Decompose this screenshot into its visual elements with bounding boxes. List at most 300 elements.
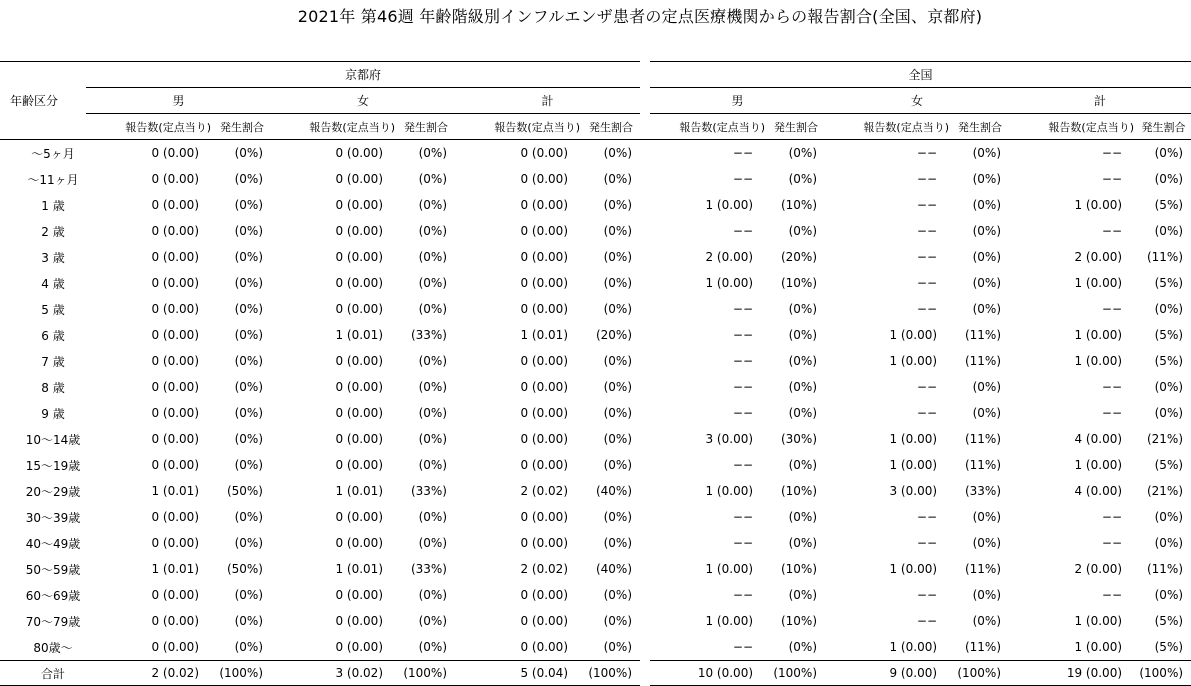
rate-cell: (0%): [603, 588, 633, 602]
count-cell: 0 (0.00): [335, 224, 383, 238]
rate-cell: (0%): [1154, 510, 1184, 524]
count-cell: 0 (0.00): [520, 432, 568, 446]
count-cell: −−: [916, 198, 938, 212]
rate-cell: (0%): [603, 146, 633, 160]
count-cell: 1 (0.00): [1074, 354, 1123, 368]
rate-cell: (50%): [226, 484, 263, 498]
rate-cell: (0%): [418, 354, 447, 368]
rate-cell: (0%): [972, 510, 1002, 524]
count-cell: 0 (0.00): [151, 614, 199, 628]
count-header: 報告数(定点当り): [1009, 114, 1136, 140]
table-body: [0, 140, 1191, 686]
rate-cell: (0%): [972, 224, 1002, 238]
rate-cell: (5%): [1154, 276, 1184, 290]
rate-cell: (50%): [226, 562, 263, 576]
age-cell: 〜5ヶ月: [31, 146, 75, 161]
count-cell: −−: [1101, 302, 1123, 316]
rate-cell: (0%): [788, 354, 818, 368]
count-cell: 0 (0.00): [520, 588, 568, 602]
count-cell: 0 (0.00): [151, 198, 199, 212]
rate-header: 発生割合: [951, 114, 1009, 140]
count-cell: −−: [732, 380, 754, 394]
count-cell: −−: [732, 224, 754, 238]
count-cell: −−: [1101, 380, 1123, 394]
count-cell: 0 (0.00): [520, 146, 568, 160]
rate-header: 発生割合: [397, 114, 455, 140]
rate-cell: (0%): [603, 172, 633, 186]
rate-cell: (5%): [1154, 640, 1184, 654]
count-cell: 1 (0.00): [889, 458, 938, 472]
count-cell: 0 (0.00): [335, 406, 383, 420]
count-cell: 0 (0.00): [335, 198, 383, 212]
rate-cell: (0%): [234, 614, 263, 628]
rate-cell: (5%): [1154, 354, 1184, 368]
count-cell: 5 (0.04): [455, 661, 582, 686]
age-cell: 5 歳: [41, 302, 65, 317]
age-cell: 合計: [0, 661, 86, 686]
count-cell: −−: [916, 380, 938, 394]
age-cell: 50〜59歳: [25, 562, 81, 577]
table-row: [0, 218, 1191, 244]
rate-cell: (0%): [234, 198, 263, 212]
count-cell: 1 (0.00): [705, 198, 754, 212]
rate-cell: (10%): [780, 276, 818, 290]
report-table-container: [0, 61, 1191, 686]
rate-cell: (0%): [603, 458, 633, 472]
count-cell: 3 (0.02): [271, 661, 397, 686]
count-cell: −−: [732, 640, 754, 654]
count-cell: 1 (0.00): [889, 562, 938, 576]
rate-header: 発生割合: [767, 114, 825, 140]
count-cell: 0 (0.00): [520, 276, 568, 290]
region-national-header: 全国: [650, 62, 1191, 88]
count-cell: −−: [732, 510, 754, 524]
rate-cell: (0%): [418, 146, 447, 160]
count-cell: 4 (0.00): [1074, 432, 1123, 446]
rate-cell: (0%): [972, 536, 1002, 550]
rate-cell: (0%): [234, 510, 263, 524]
region-gap: [640, 62, 650, 88]
count-cell: 1 (0.00): [889, 328, 938, 342]
header-spacer: [0, 62, 86, 88]
count-cell: −−: [916, 588, 938, 602]
age-cell: 70〜79歳: [25, 614, 81, 629]
count-cell: 3 (0.00): [705, 432, 754, 446]
rate-cell: (0%): [603, 302, 633, 316]
rate-cell: (0%): [603, 380, 633, 394]
count-cell: −−: [916, 510, 938, 524]
rate-cell: (0%): [788, 458, 818, 472]
rate-cell: (5%): [1154, 458, 1184, 472]
rate-cell: (0%): [418, 536, 447, 550]
rate-cell: (0%): [1154, 146, 1184, 160]
count-cell: 0 (0.00): [151, 328, 199, 342]
count-header: 報告数(定点当り): [455, 114, 582, 140]
rate-cell: (5%): [1154, 328, 1184, 342]
rate-cell: (0%): [603, 640, 633, 654]
count-header: 報告数(定点当り): [271, 114, 397, 140]
national-total-header: 計: [1009, 88, 1191, 114]
count-cell: −−: [916, 224, 938, 238]
rate-cell: (0%): [603, 536, 633, 550]
rate-cell: (0%): [234, 588, 263, 602]
count-cell: 0 (0.00): [335, 172, 383, 186]
rate-cell: (0%): [234, 640, 263, 654]
age-cell: 4 歳: [41, 276, 65, 291]
rate-cell: (0%): [972, 302, 1002, 316]
rate-cell: (0%): [418, 640, 447, 654]
rate-cell: (0%): [418, 432, 447, 446]
rate-cell: (0%): [234, 328, 263, 342]
count-cell: 0 (0.00): [520, 406, 568, 420]
count-cell: 0 (0.00): [151, 380, 199, 394]
rate-cell: (0%): [788, 172, 818, 186]
rate-cell: (0%): [418, 224, 447, 238]
count-cell: 2 (0.02): [86, 661, 213, 686]
count-cell: 0 (0.00): [151, 432, 199, 446]
rate-cell: (100%): [951, 661, 1009, 686]
count-cell: 0 (0.00): [151, 640, 199, 654]
count-cell: 0 (0.00): [520, 536, 568, 550]
count-cell: 19 (0.00): [1009, 661, 1136, 686]
rate-cell: (11%): [964, 640, 1002, 654]
count-cell: −−: [732, 536, 754, 550]
count-cell: 0 (0.00): [335, 432, 383, 446]
table-row: [0, 634, 1191, 661]
count-cell: 3 (0.00): [889, 484, 938, 498]
count-cell: −−: [732, 354, 754, 368]
count-cell: −−: [916, 302, 938, 316]
age-cell: 〜11ヶ月: [27, 172, 79, 187]
count-cell: 0 (0.00): [335, 588, 383, 602]
rate-cell: (0%): [418, 276, 447, 290]
region-kyoto-header: 京都府: [86, 62, 640, 88]
rate-cell: (0%): [972, 276, 1002, 290]
count-cell: 0 (0.00): [335, 380, 383, 394]
count-cell: 0 (0.00): [151, 406, 199, 420]
count-cell: 0 (0.00): [520, 302, 568, 316]
count-cell: −−: [732, 458, 754, 472]
rate-cell: (0%): [972, 172, 1002, 186]
count-cell: 0 (0.00): [520, 354, 568, 368]
age-cell: 1 歳: [41, 198, 65, 213]
count-cell: 9 (0.00): [825, 661, 951, 686]
rate-cell: (11%): [1146, 250, 1184, 264]
rate-cell: (10%): [780, 614, 818, 628]
rate-cell: (20%): [595, 328, 633, 342]
table-row: [0, 166, 1191, 192]
count-cell: 0 (0.00): [151, 224, 199, 238]
rate-cell: (10%): [780, 484, 818, 498]
count-cell: 2 (0.02): [520, 562, 568, 576]
count-cell: 1 (0.01): [520, 328, 568, 342]
table-row: [0, 556, 1191, 582]
count-cell: −−: [732, 406, 754, 420]
count-cell: 0 (0.00): [151, 146, 199, 160]
age-cell: 15〜19歳: [25, 458, 81, 473]
count-cell: 0 (0.00): [520, 510, 568, 524]
rate-cell: (0%): [1154, 224, 1184, 238]
rate-cell: (0%): [1154, 406, 1184, 420]
age-cell: 3 歳: [41, 250, 65, 265]
rate-cell: (0%): [603, 198, 633, 212]
count-cell: −−: [916, 276, 938, 290]
rate-cell: (0%): [603, 250, 633, 264]
rate-cell: (100%): [213, 661, 271, 686]
count-cell: −−: [732, 588, 754, 602]
count-cell: 1 (0.01): [335, 328, 383, 342]
age-cell: 80歳〜: [33, 640, 73, 655]
rate-cell: (0%): [972, 614, 1002, 628]
age-header: 年齢区分: [10, 94, 59, 108]
table-row: [0, 270, 1191, 296]
table-row: [0, 374, 1191, 400]
count-cell: 1 (0.00): [705, 614, 754, 628]
table-row: [0, 296, 1191, 322]
rate-cell: (10%): [780, 562, 818, 576]
rate-cell: (0%): [788, 146, 818, 160]
count-header: 報告数(定点当り): [86, 114, 213, 140]
count-cell: 1 (0.01): [151, 484, 199, 498]
count-cell: −−: [916, 614, 938, 628]
rate-cell: (100%): [767, 661, 825, 686]
rate-cell: (0%): [418, 380, 447, 394]
count-cell: 0 (0.00): [335, 250, 383, 264]
rate-cell: (0%): [1154, 536, 1184, 550]
report-table: [0, 61, 1191, 686]
age-cell: 6 歳: [41, 328, 65, 343]
rate-cell: (0%): [418, 406, 447, 420]
age-cell: 30〜39歳: [25, 510, 81, 525]
rate-cell: (0%): [418, 510, 447, 524]
kyoto-female-header: 女: [271, 88, 455, 114]
rate-cell: (0%): [788, 380, 818, 394]
count-cell: 0 (0.00): [520, 172, 568, 186]
count-cell: −−: [1101, 588, 1123, 602]
count-cell: 1 (0.00): [889, 354, 938, 368]
age-cell: 2 歳: [41, 224, 65, 239]
count-cell: −−: [732, 302, 754, 316]
count-cell: 0 (0.00): [520, 458, 568, 472]
table-row: [0, 452, 1191, 478]
rate-cell: (0%): [234, 432, 263, 446]
age-cell: 60〜69歳: [25, 588, 81, 603]
rate-cell: (0%): [234, 302, 263, 316]
count-cell: 1 (0.00): [705, 276, 754, 290]
count-cell: 0 (0.00): [151, 354, 199, 368]
national-male-header: 男: [650, 88, 825, 114]
count-cell: 0 (0.00): [151, 250, 199, 264]
rate-cell: (0%): [788, 510, 818, 524]
count-cell: −−: [916, 406, 938, 420]
rate-cell: (0%): [418, 302, 447, 316]
rate-cell: (0%): [234, 380, 263, 394]
count-cell: −−: [1101, 146, 1123, 160]
count-cell: 1 (0.00): [889, 432, 938, 446]
table-row: [0, 608, 1191, 634]
rate-cell: (0%): [418, 614, 447, 628]
rate-cell: (11%): [964, 458, 1002, 472]
count-cell: 0 (0.00): [335, 302, 383, 316]
rate-cell: (0%): [788, 640, 818, 654]
count-cell: −−: [732, 146, 754, 160]
count-cell: −−: [916, 146, 938, 160]
count-cell: 0 (0.00): [335, 510, 383, 524]
count-cell: 0 (0.00): [335, 536, 383, 550]
table-row: [0, 582, 1191, 608]
rate-cell: (0%): [788, 406, 818, 420]
count-cell: −−: [1101, 172, 1123, 186]
rate-cell: (0%): [234, 536, 263, 550]
table-row: [0, 426, 1191, 452]
count-cell: 0 (0.00): [335, 640, 383, 654]
rate-cell: (11%): [964, 432, 1002, 446]
rate-cell: (0%): [788, 302, 818, 316]
rate-cell: (0%): [972, 588, 1002, 602]
count-header: 報告数(定点当り): [650, 114, 767, 140]
count-header: 報告数(定点当り): [825, 114, 951, 140]
age-cell: 40〜49歳: [25, 536, 81, 551]
rate-cell: (5%): [1154, 614, 1184, 628]
count-cell: −−: [1101, 536, 1123, 550]
count-cell: 10 (0.00): [650, 661, 767, 686]
rate-cell: (0%): [603, 432, 633, 446]
count-cell: 1 (0.00): [1074, 328, 1123, 342]
kyoto-male-header: 男: [86, 88, 271, 114]
rate-cell: (100%): [397, 661, 455, 686]
rate-cell: (11%): [964, 354, 1002, 368]
count-cell: 2 (0.02): [520, 484, 568, 498]
rate-cell: (0%): [1154, 302, 1184, 316]
rate-cell: (11%): [964, 562, 1002, 576]
count-cell: 0 (0.00): [151, 536, 199, 550]
rate-cell: (11%): [964, 328, 1002, 342]
rate-cell: (21%): [1146, 484, 1184, 498]
rate-cell: (10%): [780, 198, 818, 212]
rate-cell: (100%): [582, 661, 640, 686]
age-cell: 10〜14歳: [25, 432, 81, 447]
rate-cell: (0%): [972, 146, 1002, 160]
count-cell: −−: [916, 536, 938, 550]
count-cell: 1 (0.00): [705, 484, 754, 498]
count-cell: 0 (0.00): [520, 198, 568, 212]
count-cell: −−: [1101, 510, 1123, 524]
rate-cell: (0%): [603, 510, 633, 524]
count-cell: −−: [732, 172, 754, 186]
rate-cell: (5%): [1154, 198, 1184, 212]
count-cell: 1 (0.00): [705, 562, 754, 576]
rate-cell: (100%): [1136, 661, 1191, 686]
rate-cell: (0%): [234, 172, 263, 186]
table-row: [0, 530, 1191, 556]
rate-cell: (0%): [234, 224, 263, 238]
rate-cell: (0%): [1154, 380, 1184, 394]
count-cell: 1 (0.01): [151, 562, 199, 576]
count-cell: 0 (0.00): [151, 276, 199, 290]
rate-cell: (0%): [1154, 588, 1184, 602]
rate-cell: (0%): [234, 250, 263, 264]
age-cell: 8 歳: [41, 380, 65, 395]
rate-cell: (0%): [418, 588, 447, 602]
count-cell: 1 (0.00): [889, 640, 938, 654]
count-cell: 0 (0.00): [335, 458, 383, 472]
rate-header: 発生割合: [1136, 114, 1191, 140]
count-cell: 0 (0.00): [335, 146, 383, 160]
rate-cell: (0%): [418, 458, 447, 472]
rate-cell: (0%): [234, 276, 263, 290]
rate-cell: (11%): [1146, 562, 1184, 576]
count-cell: 0 (0.00): [151, 588, 199, 602]
rate-cell: (33%): [410, 328, 447, 342]
count-cell: 2 (0.00): [705, 250, 754, 264]
rate-cell: (20%): [780, 250, 818, 264]
rate-cell: (0%): [972, 250, 1002, 264]
count-cell: 1 (0.00): [1074, 458, 1123, 472]
rate-cell: (33%): [410, 484, 447, 498]
rate-cell: (21%): [1146, 432, 1184, 446]
rate-cell: (0%): [1154, 172, 1184, 186]
count-cell: 0 (0.00): [520, 250, 568, 264]
rate-cell: (0%): [234, 406, 263, 420]
table-row: [0, 348, 1191, 374]
rate-cell: (0%): [234, 146, 263, 160]
rate-header: 発生割合: [213, 114, 271, 140]
count-cell: 1 (0.00): [1074, 614, 1123, 628]
rate-cell: (33%): [964, 484, 1002, 498]
total-row: [0, 661, 1191, 686]
count-cell: 0 (0.00): [520, 224, 568, 238]
count-cell: 1 (0.01): [335, 484, 383, 498]
count-cell: 1 (0.00): [1074, 198, 1123, 212]
rate-cell: (33%): [410, 562, 447, 576]
table-row: [0, 400, 1191, 426]
count-cell: 1 (0.00): [1074, 640, 1123, 654]
count-cell: −−: [916, 250, 938, 264]
rate-cell: (0%): [603, 354, 633, 368]
table-row: [0, 244, 1191, 270]
count-cell: 0 (0.00): [520, 614, 568, 628]
count-cell: 0 (0.00): [335, 276, 383, 290]
rate-cell: (0%): [972, 198, 1002, 212]
age-cell: 9 歳: [41, 406, 65, 421]
rate-cell: (0%): [418, 250, 447, 264]
rate-cell: (0%): [972, 380, 1002, 394]
rate-cell: (30%): [780, 432, 818, 446]
count-cell: 0 (0.00): [151, 510, 199, 524]
age-cell: 7 歳: [41, 354, 65, 369]
rate-cell: (0%): [418, 198, 447, 212]
count-cell: −−: [916, 172, 938, 186]
rate-cell: (0%): [603, 614, 633, 628]
rate-cell: (0%): [788, 536, 818, 550]
national-female-header: 女: [825, 88, 1009, 114]
count-cell: −−: [1101, 406, 1123, 420]
count-cell: 4 (0.00): [1074, 484, 1123, 498]
count-cell: −−: [732, 328, 754, 342]
rate-cell: (40%): [595, 484, 633, 498]
count-cell: 2 (0.00): [1074, 562, 1123, 576]
count-cell: 0 (0.00): [520, 380, 568, 394]
count-cell: 0 (0.00): [335, 614, 383, 628]
rate-cell: (0%): [234, 354, 263, 368]
rate-cell: (0%): [603, 276, 633, 290]
table-row: [0, 478, 1191, 504]
count-cell: 2 (0.00): [1074, 250, 1123, 264]
table-row: [0, 140, 1191, 167]
count-cell: 0 (0.00): [335, 354, 383, 368]
rate-cell: (0%): [972, 406, 1002, 420]
table-row: [0, 322, 1191, 348]
